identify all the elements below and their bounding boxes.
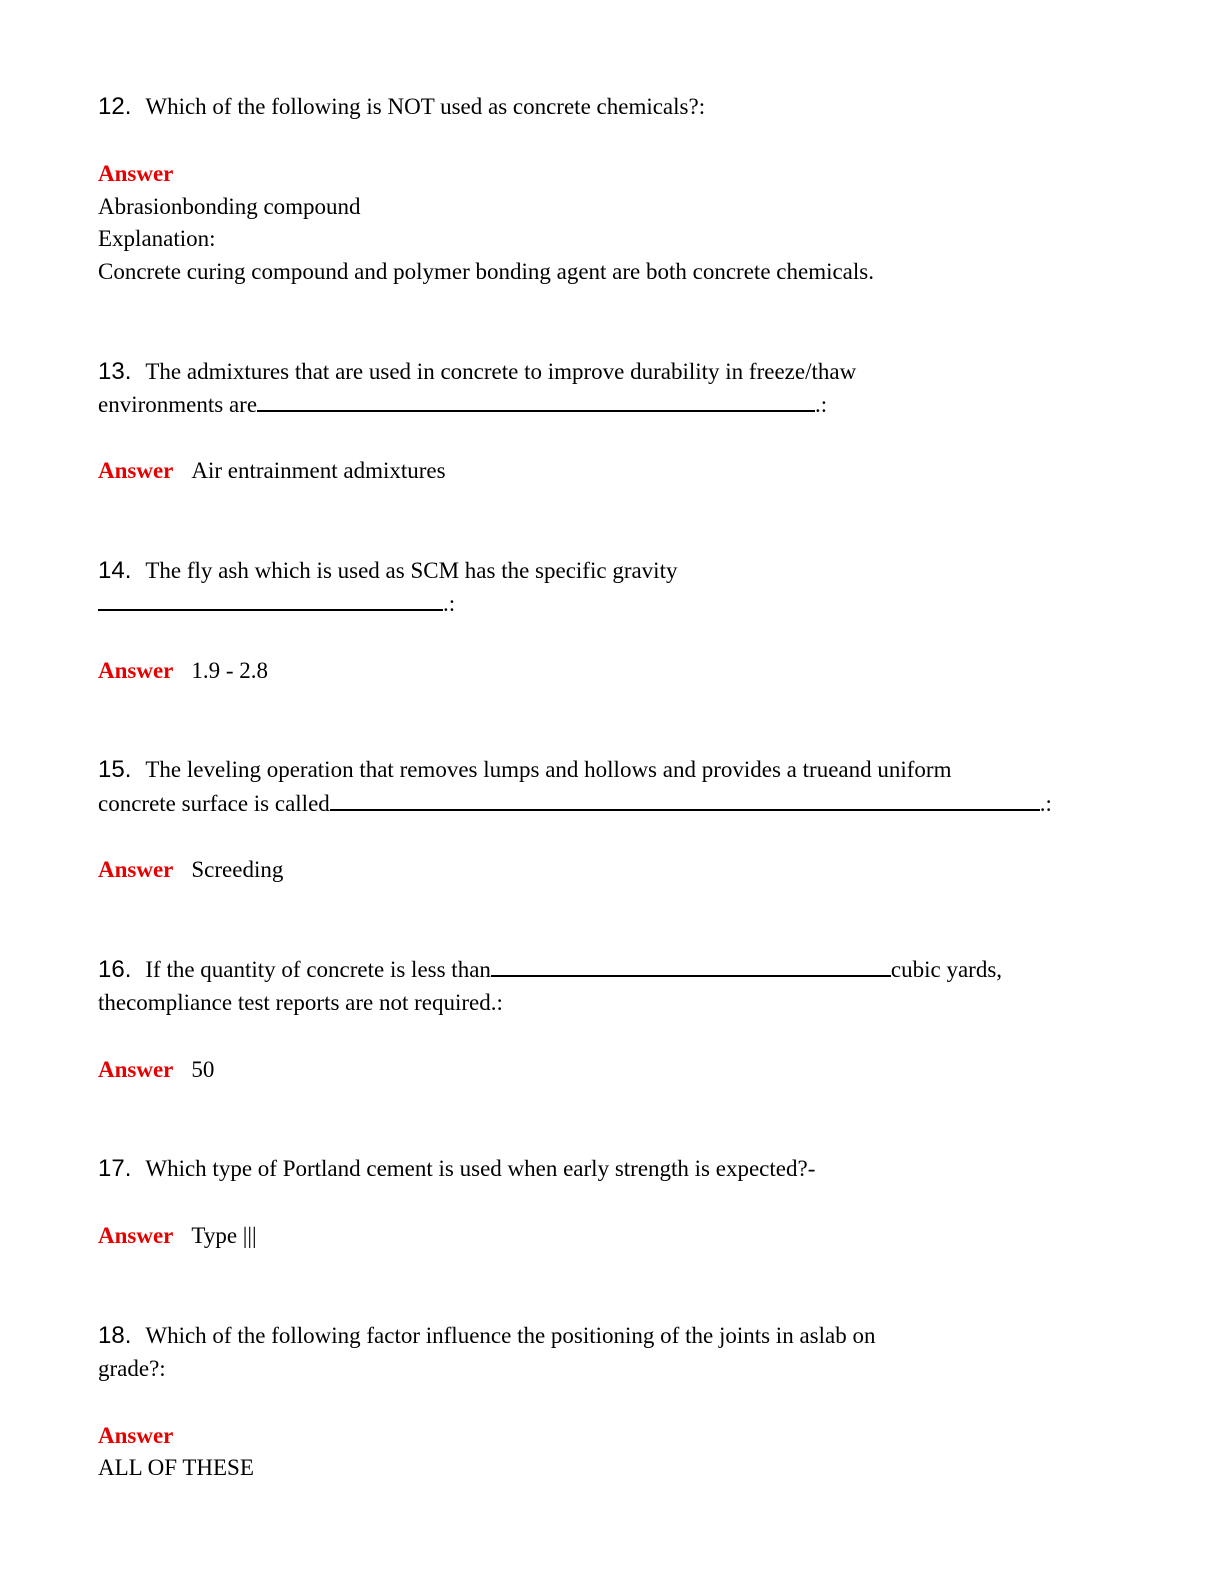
question-body bbox=[98, 957, 1002, 1015]
question-block bbox=[98, 90, 1118, 289]
question-text bbox=[98, 1319, 1118, 1386]
question-number: 12. bbox=[98, 93, 132, 120]
answer-line bbox=[98, 1220, 1118, 1253]
question-text-segment: thecompliance test reports are not required.: bbox=[98, 989, 503, 1015]
answer-line bbox=[98, 1054, 1118, 1087]
question-text bbox=[98, 355, 1118, 422]
question-text-segment: The fly ash which is used as SCM has the specific gravity bbox=[145, 558, 678, 584]
question-block bbox=[98, 953, 1118, 1086]
question-text-segment: cubic yards, bbox=[890, 956, 1003, 982]
answer-label: Answer bbox=[98, 1422, 174, 1448]
question-number: 15. bbox=[98, 756, 132, 784]
question-text-segment: .: bbox=[815, 391, 828, 417]
question-text-segment: .: bbox=[1039, 790, 1052, 816]
question-text bbox=[98, 1152, 1118, 1186]
answer-line bbox=[98, 854, 1118, 887]
question-text-segment: grade?: bbox=[98, 1356, 166, 1382]
questions bbox=[98, 90, 1118, 1485]
answer-line bbox=[98, 1420, 1118, 1453]
question-block bbox=[98, 1152, 1118, 1253]
answer-text: Air entrainment admixtures bbox=[191, 458, 446, 484]
question-text bbox=[98, 953, 1118, 1020]
question-text-segment: .: bbox=[443, 591, 456, 617]
answer-extra-lines bbox=[98, 1452, 1118, 1485]
question-text-segment: If the quantity of concrete is less than bbox=[145, 956, 491, 982]
fill-in-blank bbox=[330, 788, 1040, 811]
question-text-segment: Which type of Portland cement is used when early strength is expected?- bbox=[145, 1156, 816, 1182]
question-number: 17. bbox=[98, 1155, 132, 1183]
fill-in-blank bbox=[98, 588, 443, 611]
answer-line-text: Explanation: bbox=[98, 226, 216, 252]
question-text bbox=[98, 90, 1118, 124]
question-body bbox=[145, 1156, 815, 1181]
answer-label: Answer bbox=[98, 857, 174, 883]
answer-label: Answer bbox=[98, 1223, 174, 1249]
answer-line-text: Abrasionbonding compound bbox=[98, 193, 361, 219]
answer-line-text: ALL OF THESE bbox=[98, 1455, 254, 1481]
question-block bbox=[98, 753, 1118, 886]
answer-label: Answer bbox=[98, 458, 174, 484]
fill-in-blank bbox=[257, 389, 815, 412]
question-block bbox=[98, 554, 1118, 687]
answer-text: Type ||| bbox=[191, 1223, 257, 1249]
question-text-segment: The leveling operation that removes lumps and hollows and provides a trueand uniform bbox=[145, 757, 952, 783]
question-text-segment: environments are bbox=[98, 391, 258, 417]
question-number: 14. bbox=[98, 557, 132, 585]
question-block bbox=[98, 1319, 1118, 1485]
question-block bbox=[98, 355, 1118, 488]
question-text bbox=[98, 753, 1118, 820]
question-text bbox=[98, 554, 1118, 621]
answer-text: 1.9 - 2.8 bbox=[191, 657, 269, 683]
question-body bbox=[98, 1323, 875, 1381]
answer-text: 50 bbox=[191, 1056, 215, 1082]
answer-label: Answer bbox=[98, 1056, 174, 1082]
answer-line bbox=[98, 455, 1118, 488]
question-text-segment: The admixtures that are used in concrete to improve durability in freeze/thaw bbox=[145, 358, 857, 384]
fill-in-blank bbox=[491, 954, 891, 977]
question-text-segment: Which of the following factor influence the positioning of the joints in aslab on bbox=[145, 1323, 876, 1348]
answer-line bbox=[98, 158, 1118, 191]
question-body bbox=[145, 94, 705, 119]
answer-line-text: Concrete curing compound and polymer bonding agent are both concrete chemicals. bbox=[98, 259, 874, 285]
question-number: 18. bbox=[98, 1322, 132, 1349]
question-body bbox=[98, 359, 856, 417]
answer-text: Screeding bbox=[191, 857, 284, 883]
question-number: 16. bbox=[98, 955, 132, 983]
question-body bbox=[98, 757, 1052, 815]
question-body bbox=[98, 558, 677, 616]
answer-label: Answer bbox=[98, 161, 174, 187]
answer-label: Answer bbox=[98, 657, 174, 683]
answer-line bbox=[98, 655, 1118, 688]
question-number: 13. bbox=[98, 357, 132, 385]
question-text-segment: concrete surface is called bbox=[98, 790, 330, 816]
question-text-segment: Which of the following is NOT used as concrete chemicals?: bbox=[145, 94, 706, 119]
answer-extra-lines bbox=[98, 191, 1118, 289]
